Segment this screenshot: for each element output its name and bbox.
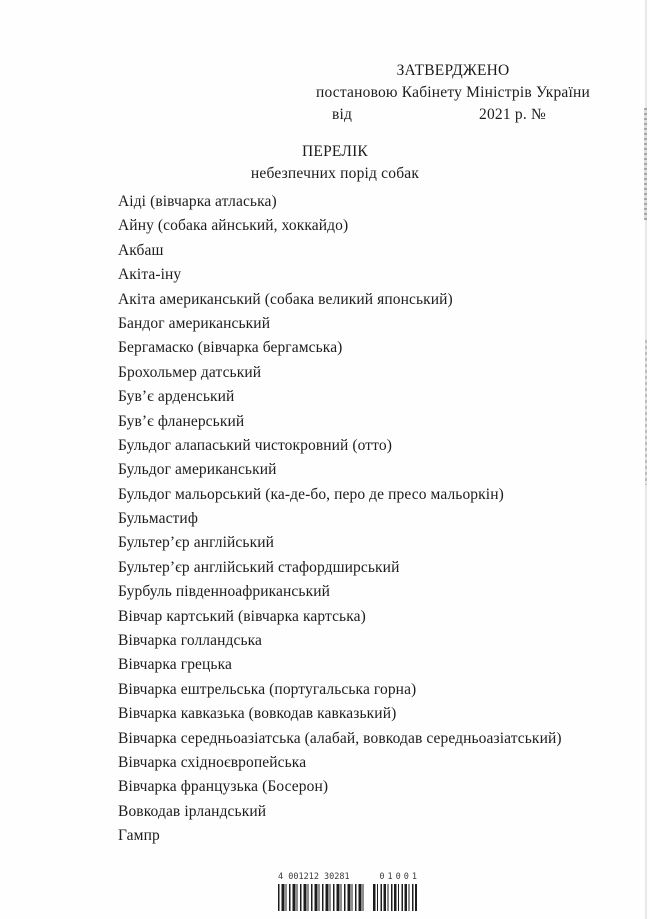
breed-list-item: Бергамаско (вівчарка бергамська) bbox=[118, 339, 343, 357]
breed-list-item: Бульдог алапаський чистокровний (отто) bbox=[118, 436, 392, 454]
breed-list-item: Бульдог американський bbox=[118, 461, 277, 479]
barcode-bars-left-group bbox=[278, 884, 365, 911]
breed-list-item: Бультер’єр англійський стафордширський bbox=[118, 558, 400, 576]
barcode-bars-right-group bbox=[373, 884, 417, 911]
barcode-bars bbox=[278, 884, 422, 911]
approval-authority: постановою Кабінету Міністрів України bbox=[315, 84, 591, 101]
breed-list-item: Бурбуль південноафриканський bbox=[118, 583, 331, 601]
barcode-digits-right: 01001 bbox=[379, 872, 420, 882]
breed-list-item: Бульдог мальорський (ка-де-бо, перо де пресо мальоркін) bbox=[118, 485, 504, 503]
barcode-digits-left: 4 001212 30281 bbox=[278, 872, 350, 882]
breed-list-item: Був’є фланерський bbox=[118, 412, 245, 430]
scan-edge-smudge bbox=[645, 340, 647, 485]
approval-block bbox=[308, 60, 598, 126]
breed-list-item: Вівчарка кавказька (вовкодав кавказький) bbox=[118, 705, 397, 723]
breed-list-item: Бультер’єр англійський bbox=[118, 534, 274, 552]
scan-edge-smudge bbox=[644, 108, 647, 220]
breed-list-item: Вовкодав ірландський bbox=[118, 802, 267, 820]
barcode-digits bbox=[278, 872, 422, 882]
breed-list-item: Вівчарка грецька bbox=[118, 656, 232, 674]
breed-list-item: Бандог американський bbox=[118, 314, 271, 332]
breed-list-item: Вівчарка ештрельська (португальська горна) bbox=[118, 680, 417, 698]
breed-list-item: Вівчарка середньоазіатська (алабай, вовкодав середньоазіатський) bbox=[118, 729, 562, 747]
breed-list-item: Бульмастиф bbox=[118, 510, 198, 528]
breed-list-item: Гампр bbox=[118, 827, 160, 845]
breed-list-item: Аіді (вівчарка атласька) bbox=[118, 193, 277, 210]
breed-list-item: Акбаш bbox=[118, 241, 164, 259]
breed-list-item: Вівчарка голландська bbox=[118, 632, 263, 650]
document-subtitle: небезпечних порід собак bbox=[250, 164, 420, 182]
document-title: ПЕРЕЛІК bbox=[302, 143, 368, 160]
approval-stamp: ЗАТВЕРДЖЕНО bbox=[396, 62, 510, 79]
barcode bbox=[278, 872, 422, 911]
approval-date-suffix: 2021 р. № bbox=[479, 106, 546, 123]
breed-list-item: Вівчарка східноєвропейська bbox=[118, 753, 307, 771]
breed-list-item: Акіта-іну bbox=[118, 266, 182, 284]
breed-list-item: Брохольмер датський bbox=[118, 363, 262, 381]
approval-date-line bbox=[308, 104, 598, 126]
breed-list-item: Вівчар картський (вівчарка картська) bbox=[118, 607, 366, 625]
breed-list bbox=[118, 190, 588, 849]
approval-date-prefix: від bbox=[332, 106, 353, 123]
breed-list-item: Був’є арденський bbox=[118, 388, 235, 406]
breed-list-item: Айну (собака айнський, хоккайдо) bbox=[118, 217, 349, 235]
breed-list-item: Акіта американський (собака великий японський) bbox=[118, 290, 453, 308]
breed-list-item: Вівчарка французька (Босерон) bbox=[118, 778, 329, 796]
title-block bbox=[225, 141, 445, 184]
